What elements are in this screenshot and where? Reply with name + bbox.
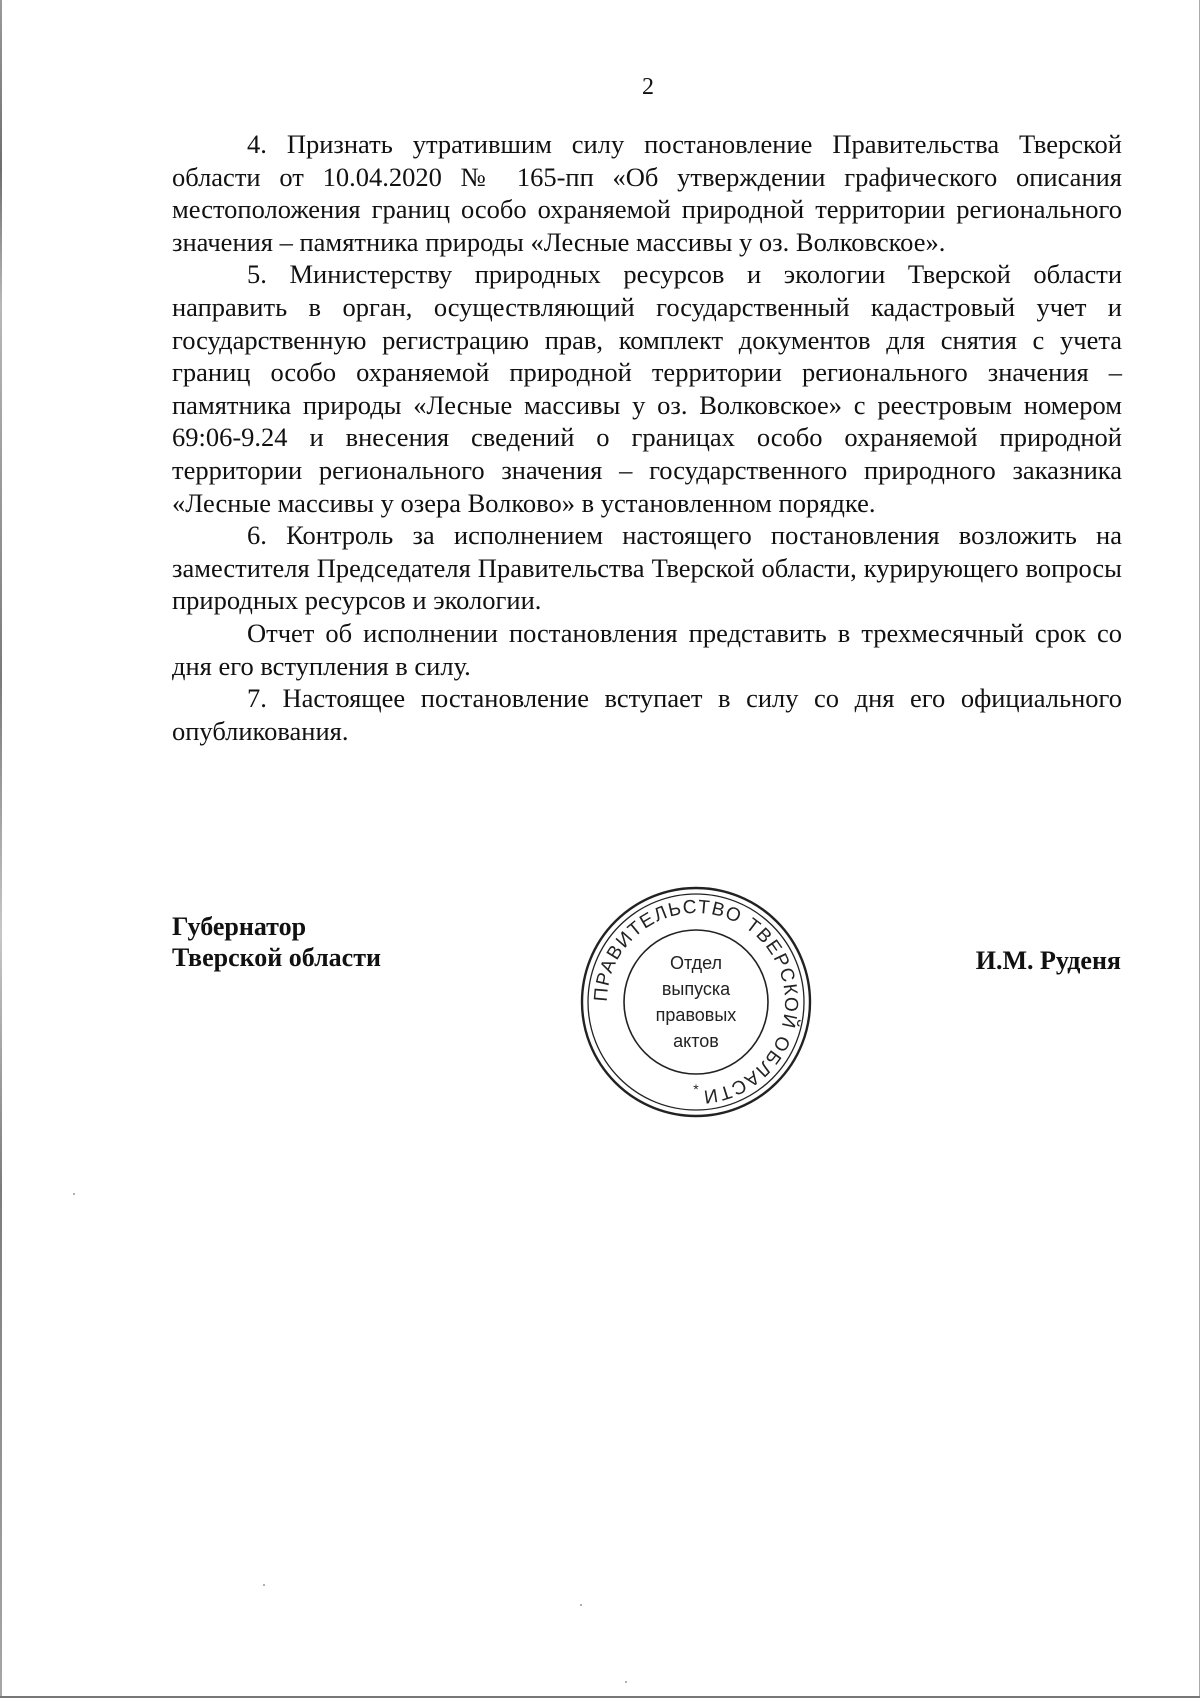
seal-ring-textpath: ПРАВИТЕЛЬСТВО ТВЕРСКОЙ ОБЛАСТИ xyxy=(590,896,802,1107)
scan-speck xyxy=(625,1681,627,1683)
official-seal xyxy=(578,884,814,1120)
seal-star: * xyxy=(693,1081,699,1097)
seal-center-line4: актов xyxy=(673,1031,719,1051)
scan-edge-left xyxy=(0,0,2,1698)
signatory-name: И.М. Руденя xyxy=(975,946,1121,975)
paragraph-item-6: 6. Контроль за исполнением настоящего постановления возложить на заместителя Председателя Правительства Тверской области, курирующего вопросы природных ресурсов и экологии. xyxy=(172,520,1122,616)
signatory-position xyxy=(172,911,381,973)
seal-center-text xyxy=(636,950,756,1054)
paragraph-item-4: 4. Признать утратившим силу постановление Правительства Тверской области от 10.04.2020 № 165-пп «Об утверждении графического описания местоположения границ особо охраняемой природной территории регионального значения – памятника природы «Лесные массивы у оз. Волковское». xyxy=(172,129,1122,257)
scan-speck xyxy=(73,1193,75,1195)
scan-speck xyxy=(580,1604,582,1606)
seal-center-line2: выпуска xyxy=(661,979,731,999)
signatory-position-line2: Тверской области xyxy=(172,943,381,972)
seal-center-line3: правовых xyxy=(655,1005,737,1025)
paragraph-item-7: 7. Настоящее постановление вступает в силу со дня его официального опубликования. xyxy=(172,683,1122,746)
paragraph-item-5: 5. Министерству природных ресурсов и экологии Тверской области направить в орган, осуществляющий государственный кадастровый учет и государственную регистрацию прав, комплект документов для снятия с учета границ особо охраняемой природной территории регионального значения – памятника природы «Лесные массивы у оз. Волковское» с реестровым номером 69:06-9.24 и внесения сведений о границах особо охраняемой природной территории регионального значения – государственного природного заказника «Лесные массивы у озера Волково» в установленном порядке. xyxy=(172,259,1122,518)
scan-speck xyxy=(263,1584,265,1586)
seal-center-line1: Отдел xyxy=(669,953,723,973)
signatory-position-line1: Губернатор xyxy=(172,912,307,941)
paragraph-report-deadline: Отчет об исполнении постановления представить в трехмесячный срок со дня его вступления в силу. xyxy=(172,617,1122,681)
page-number: 2 xyxy=(642,74,654,100)
document-body xyxy=(172,128,1122,747)
